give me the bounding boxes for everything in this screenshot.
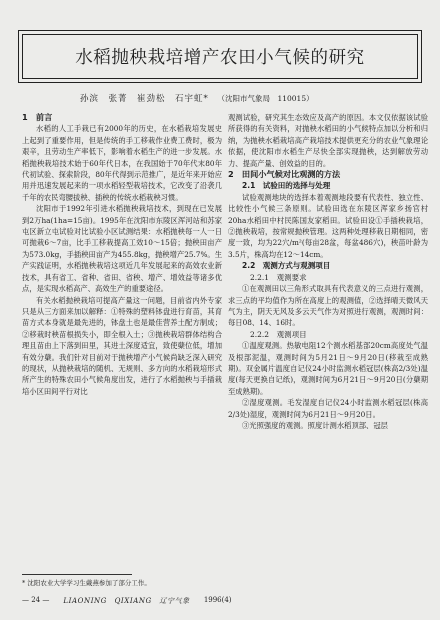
article-title: 水稻抛秧栽培增产农田小气候的研究	[75, 48, 365, 68]
section-heading: 2.2 观测方式与观测项目	[242, 261, 331, 271]
author-line	[80, 92, 380, 104]
paragraph: 有关水稻抛秧栽培可提高产量这一问题，目前省内外专家只是从三方面来加以解释：①特殊的塑料钵盘进行育苗，其育苗方式本身就是最先进的，钵盘土也是最佳营养土配方制成；②移栽时秧苗根损失小，即全根入土；③抛秧栽培群体结构合理且苗由上下落到田里，其进土深度适宜，致使蘖位低，增加有效分蘖。我们针对目前对于抛秧增产小气候尚缺乏深入研究的现状，从抛秧栽培的随机、无规则、多方向的水稻栽培形式所产生的特殊农田小气候角度出发，进行了水稻抛秧与手插栽培小区田间平行对比	[22, 295, 222, 396]
paragraph: 观测试验，研究其生态效应及高产的原因。本文仅依据该试验所获得的有关资料，对抛秧水稻田的小气候特点加以分析和归纳，为抛秧水稻栽培高产栽培技术提供更充分的农业气象理论依据，使沈阳市水稻生产尽快全部实现抛秧，达到解放劳动力、提高产量、创效益的目的。	[228, 113, 428, 168]
section-heading: 2.2.2 观测项目	[250, 329, 307, 339]
paragraph: 沈阳市于1992年引进水稻抛秧栽培技术，到现在已发展到2万ha(1ha=15亩)。1995年在沈阳市东陵区浑河站和苏家屯区新立屯试验对比试验小区试测结果：水稻抛秧每一人一日可抛栽6～7亩，比手工移栽提高工效10～15倍；抛秧田亩产为573.0kg，手插秧田亩产为455.8kg，抛秧增产25.7%。生产实践证明，水稻抛秧栽培这项近几年发展起来的高效农业新技术，具有省工、省种、省田、省秧、增产、增效益等诸多优点，是实现水稻高产、高效生产的重要途径。	[22, 204, 222, 294]
section-heading: 1 前言	[22, 112, 53, 122]
paragraph: ①温度观测。热敏电阻12个测水稻基部20cm高度处气温及根部泥温，观测时间为5月21日～9月20日(移栽至成熟期)。双金属片温度自记仪24小时监测水稻冠层(株高2/3处)温度(每天更换自记纸)，观测时间为6月21日～9月20日(分蘖期至成熟期)。	[228, 341, 428, 396]
section-heading: 2.1 试验田的选择与处理	[242, 181, 331, 191]
right-column	[228, 112, 428, 431]
journal-issue: 1996(4)	[203, 596, 232, 604]
footnote-rule	[22, 574, 132, 575]
title-frame-inner	[22, 34, 418, 79]
left-column	[22, 112, 222, 397]
footnote: * 沈阳农业大学学习生戴燕参加了部分工作。	[22, 579, 151, 587]
author-names: 孙滨 张菁 崔劲松 石宇虹*	[80, 94, 209, 104]
journal-name: LIAONING QIXIANG 辽宁气象	[63, 597, 190, 605]
paragraph: 水稻的人工手栽已有2000年的历史，在水稻栽培发展史上起到了重要作用，但是传统的手工移栽作业费工费时，极为艰辛，且劳动生产率低下，影响着水稻生产的进一步发展。水稻抛秧栽培技术始于60年代日本，在我国始于70年代末80年代初试验、探索阶段，80年代得到示范推广，是近年来开始应用并迅速发展起来的一项水稻轻型栽培技术，它改变了沿袭几千年的农民弯腰拔秧、插秧的传统水稻栽秧习惯。	[22, 124, 222, 202]
paragraph: ②湿度观测。毛发湿度自记仪24小时监测水稻冠层(株高2/3处)湿度，观测时间为6月21日～9月20日。	[228, 398, 428, 419]
paragraph: ③光照强度的观测。照度计测水稻顶部、冠层	[242, 420, 388, 430]
page-number: — 24 —	[22, 596, 50, 604]
section-heading: 2.2.1 观测要求	[250, 272, 307, 282]
section-heading: 2 田间小气候对比观测的方法	[228, 169, 341, 180]
page-footer	[22, 596, 232, 606]
paragraph: ①在观测田以三角形式取具有代表意义的三点进行观测，求三点的平均值作为所在高度上的观测值，②选择晴天微风天气为主，阴天无风及多云天气作为对照进行观测，观测时间：每日08、14、16时。	[228, 284, 428, 328]
paragraph: 试验观测地块的选择本着观测地段要有代表性、独立性、比较性小气候三条原则。试验田选在东陵区浑家乡扬官村20ha水稻田中村民陈国友家稻田。试验田设①手插秧栽培，②抛秧栽培，按常规抛秧管理。这两种处理移栽日期相同，密度一致，均为22穴/m²(每亩28盆，每盆486穴)，秧苗叶龄为3.5片，株高均在12～14cm。	[228, 192, 428, 259]
author-affiliation: （沈阳市气象局 110015）	[217, 94, 314, 103]
title-frame	[18, 30, 422, 83]
